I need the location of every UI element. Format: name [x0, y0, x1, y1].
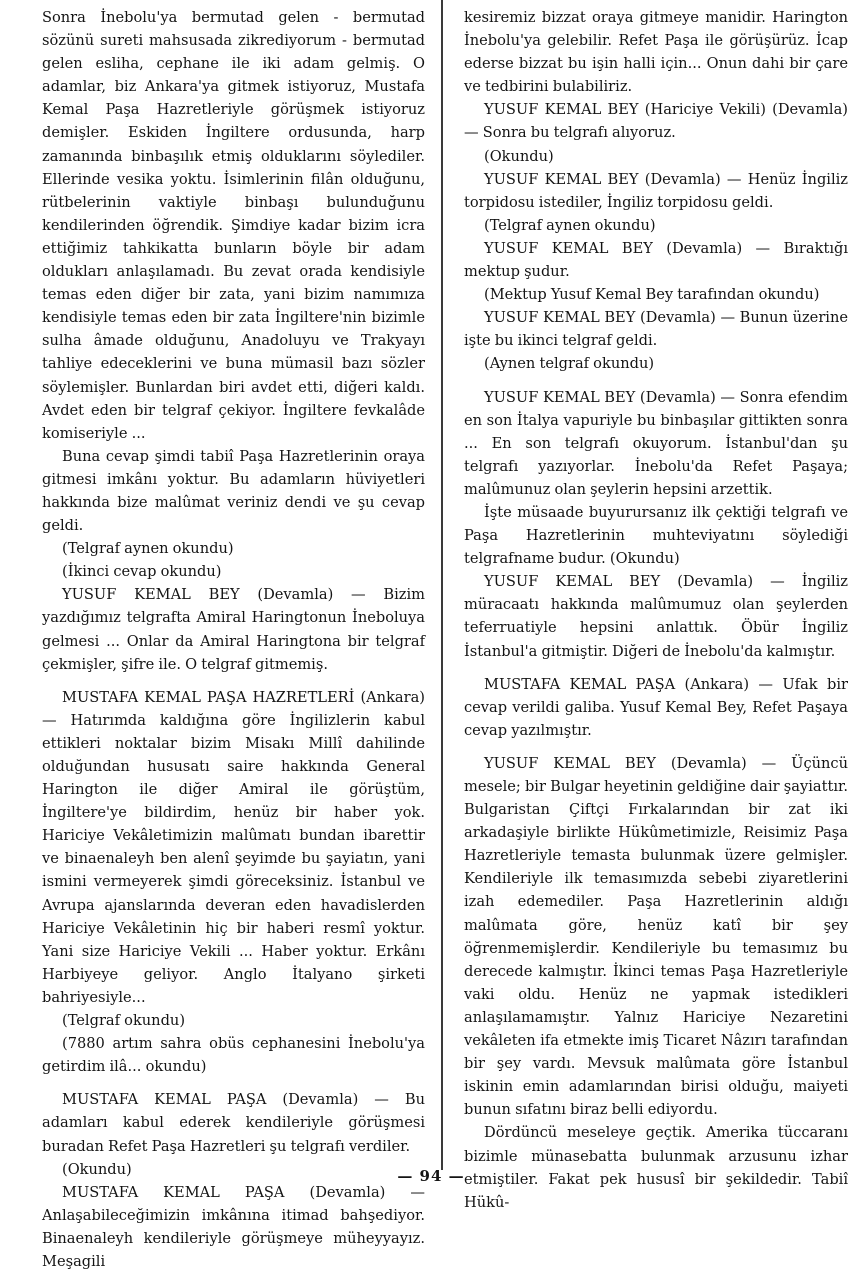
- paragraph: YUSUF KEMAL BEY (Devamla) — Bıraktığı mektup şudur.: [464, 239, 848, 281]
- paragraph: MUSTAFA KEMAL PAŞA (Devamla) — Anlaşabileceğimizin imkânına itimad bahşediyor. Binaenaleyh kendileriyle görüşmeye müheyyayız. Meşagili: [42, 1183, 425, 1270]
- page-number: — 94 —: [397, 1167, 465, 1185]
- paragraph-gap: [464, 742, 848, 752]
- paragraph-gap: [42, 1078, 425, 1088]
- paragraph-gap: [464, 376, 848, 386]
- paragraph: Sonra İnebolu'ya bermutad gelen - bermutad sözünü sureti mahsusada zikrediyorum - bermutad gelen esliha, cephane ile iki adam gelmiş. O adamlar, biz Ankara'ya gitmek istiyoruz, Mustafa Kemal Paşa Hazretleriyle görüşmek istiyoruz demişler. Eskiden İngiltere ordusunda, harp zamanında binbaşılık etmiş olduklarını söylediler. Ellerinde vesika yoktu. İsimlerinin filân olduğunu, rütbelerinin vaktiyle binbaşı bulunduğunu kendilerinden öğrendik. Şimdiye kadar bizim icra ettiğimiz tahkikatta bunların böyle bir adam oldukları anlaşılamadı. Bu zevat orada kendisiyle temas eden diğer bir zata, yani bizim namımıza kendisiyle temas eden bir zata İngiltere'nin bizimle sulha âmade olduğunu, Anadoluyu ve Trakyayı tahliye edeceklerini ve buna mümasil bazı sözler söylemişler. Bunlardan biri avdet etti, diğeri kaldı. Avdet eden bir telgraf çekiyor. İngiltere fevkalâde komiseriyle ...: [42, 9, 425, 442]
- paragraph-gap: [464, 663, 848, 673]
- paragraph: MUSTAFA KEMAL PAŞA HAZRETLERİ (Ankara) — Hatırımda kaldığına göre İngilizlerin kabul ettikleri noktalar bizim Misakı Millî dahilinde olduğundan hususatı saire hakkında General Harington ile diğer Amiral ile görüştüm, İngiltere'ye bildirdim, henüz bir haber yok. Hariciye Vekâletimizin malûmatı bundan ibarettir ve binaenaleyh ben alenî şeyimde bu şayiatın, yani ismini vermeyerek şimdi göreceksiniz. İstanbul ve Avrupa ajanslarında deveran eden havadislerden Hariciye Vekâletinin hiç bir haberi resmî yoktur. Yani size Hariciye Vekili ... Haber yoktur. Erkânı Harbiyeye geliyor. Anglo İtalyano şirketi bahriyesiyle...: [42, 688, 425, 1006]
- paragraph: (Aynen telgraf okundu): [484, 355, 655, 373]
- paragraph: YUSUF KEMAL BEY (Devamla) — Bunun üzerine işte bu ikinci telgraf geldi.: [464, 309, 848, 350]
- paragraph: Dördüncü meseleye geçtik. Amerika tüccaranı bizimle münasebatta bulunmak arzusunu izhar etmiştiler. Fakat pek hususî bir şekildedir. Tabiî Hükû-: [464, 1124, 848, 1211]
- paragraph: MUSTAFA KEMAL PAŞA (Ankara) — Ufak bir cevap verildi galiba. Yusuf Kemal Bey, Refet Paşaya cevap yazılmıştır.: [464, 675, 848, 739]
- paragraph: YUSUF KEMAL BEY (Devamla) — Sonra efendim en son İtalya vapuriyle bu binbaşılar gittikten sonra ... En son telgrafı okuyorum. İstanbul'dan şu telgrafı yazıyorlar. İnebolu'da Refet Paşaya; malûmunuz olan şeylerin hepsini arzettik.: [464, 388, 848, 498]
- paragraph: (Telgraf aynen okundu): [62, 540, 234, 558]
- paragraph: MUSTAFA KEMAL PAŞA (Devamla) — Bu adamları kabul ederek kendileriyle görüşmesi buradan Refet Paşa Hazretleri şu telgrafı verdiler.: [42, 1091, 425, 1155]
- paragraph: (Mektup Yusuf Kemal Bey tarafından okundu): [484, 286, 820, 304]
- paragraph: (İkinci cevap okundu): [62, 563, 222, 581]
- paragraph-gap: [42, 676, 425, 686]
- paragraph: (Okundu): [484, 147, 554, 165]
- column-divider: [441, 0, 443, 1170]
- paragraph: (Telgraf okundu): [62, 1012, 186, 1030]
- left-column: [42, 6, 425, 1273]
- paragraph: Buna cevap şimdi tabiî Paşa Hazretlerinin oraya gitmesi imkânı yoktur. Bu adamların hüviyetleri hakkında bize malûmat veriniz dendi ve şu cevap geldi.: [42, 447, 425, 535]
- paragraph: kesiremiz bizzat oraya gitmeye manidir. Harington İnebolu'ya gelebilir. Refet Paşa ile görüşürüz. İcap ederse bizzat bu işin halli için... Onun dahi bir çare ve tedbirini bulabiliriz.: [464, 9, 848, 96]
- paragraph: YUSUF KEMAL BEY (Devamla) — İngiliz müracaatı hakkında malûmumuz olan şeylerden teferruatiyle hepsini anlattık. Öbür İngiliz İstanbul'a gitmiştir. Diğeri de İnebolu'da kalmıştır.: [464, 573, 848, 660]
- paragraph: YUSUF KEMAL BEY (Devamla) — Henüz İngiliz torpidosu istediler, İngiliz torpidosu geldi.: [464, 170, 848, 211]
- paragraph: YUSUF KEMAL BEY (Hariciye Vekili) (Devamla) — Sonra bu telgrafı alıyoruz.: [464, 101, 848, 142]
- paragraph: (Okundu): [62, 1160, 132, 1178]
- paragraph: YUSUF KEMAL BEY (Devamla) — Bizim yazdığımız telgrafta Amiral Haringtonun İneboluya gelmesi ... Onlar da Amiral Haringtona bir telgraf çekmişler, şifre ile. O telgraf gitmemiş.: [42, 586, 425, 673]
- paragraph: YUSUF KEMAL BEY (Devamla) — Üçüncü mesele; bir Bulgar heyetinin geldiğine dair şayiattır. Bulgaristan Çiftçi Fırkalarından bir zat iki arkadaşiyle birlikte Hükûmetimizle, Reisimiz Paşa Hazretleriyle temasta bulunmak üzere gelmişler. Kendileriyle ilk temasımızda sebebi ziyaretlerini izah edemediler. Paşa Hazretlerinin aldığı malûmata göre, henüz katî bir şey öğrenmemişlerdir. Kendileriyle bu temasımız bu derecede kalmıştır. İkinci temas Paşa Hazretleriyle vaki oldu. Henüz ne yapmak istedikleri anlaşılamamıştır. Yalnız Hariciye Nezaretini vekâleten ifa etmekte imiş Ticaret Nâzırı tarafından bir şey vardı. Mevsuk malûmata göre İstanbul iskinin emin adamlarından birisi olduğu, maiyeti bunun sıfatını biraz belli ediyordu.: [464, 754, 848, 1119]
- paragraph: (Telgraf aynen okundu): [484, 216, 656, 234]
- right-column: [464, 6, 848, 1214]
- paragraph: (7880 artım sahra obüs cephanesini İnebolu'ya getirdim ilâ... okundu): [42, 1035, 425, 1076]
- paragraph: İşte müsaade buyurursanız ilk çektiği telgrafı ve Paşa Hazretlerinin muhteviyatını söylediği telgrafname budur. (Okundu): [464, 503, 848, 568]
